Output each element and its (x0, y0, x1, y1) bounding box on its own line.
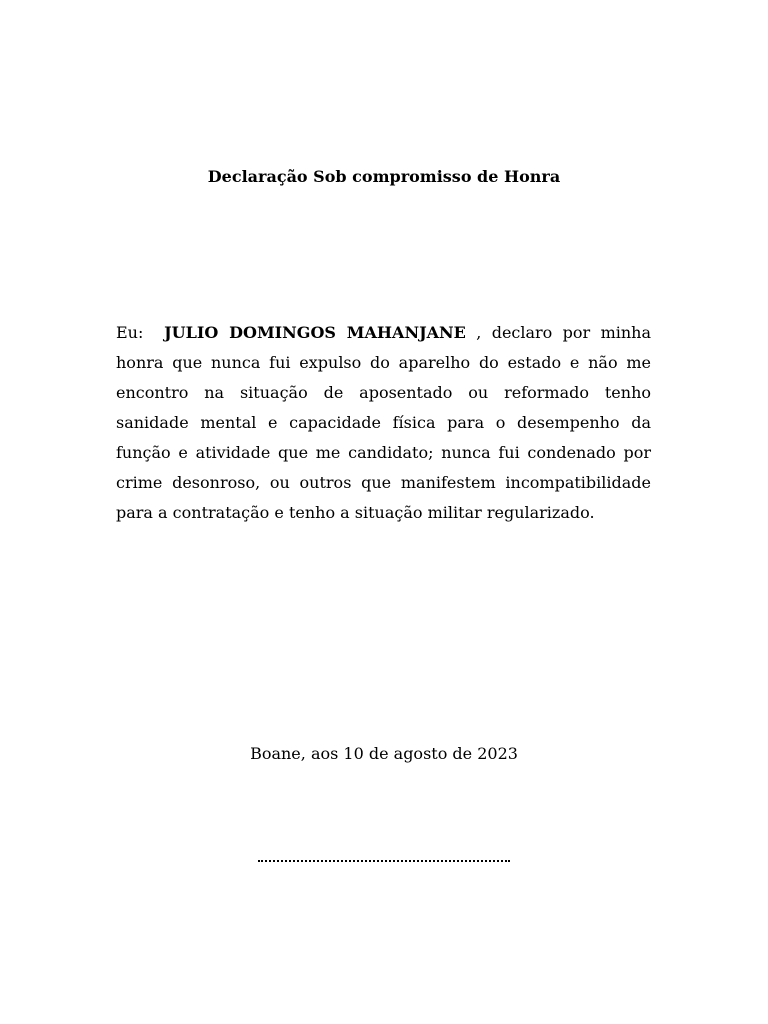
declaration-prefix: Eu: (116, 323, 165, 342)
place-and-date: Boane, aos 10 de agosto de 2023 (250, 744, 518, 763)
declaration-paragraph (116, 318, 651, 528)
declarant-name: JULIO DOMINGOS MAHANJANE (164, 323, 466, 342)
declaration-text: , declaro por minha honra que nunca fui expulso do aparelho do estado e não me encontro na situação de aposentado ou reformado tenho sanidade mental e capacidade física para o desempenho da função e atividade que me candidato; nunca fui condenado por crime desonroso, ou outros que manifestem incompatibilidade para a contratação e tenho a situação militar regularizado. (116, 323, 652, 522)
document-title: Declaração Sob compromisso de Honra (207, 167, 561, 186)
signature-line (258, 860, 510, 862)
